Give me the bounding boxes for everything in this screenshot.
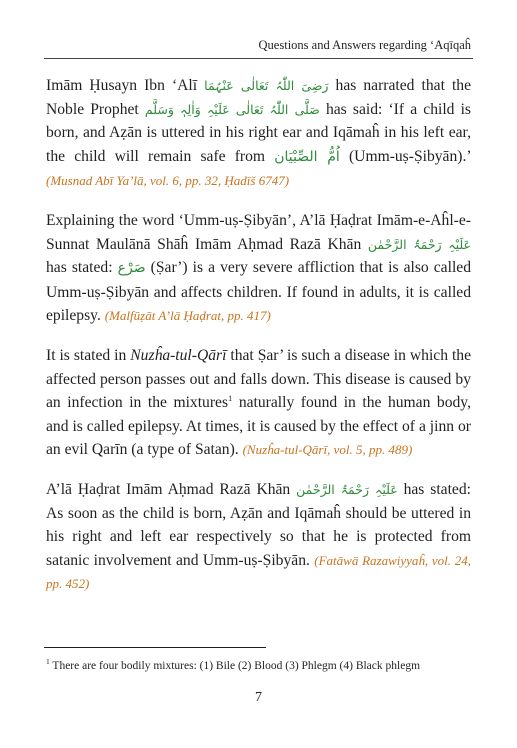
arabic-honorific-3: عَلَیْہِ رَحْمَۃُ الرَّحْمٰن	[296, 481, 398, 497]
footnote-text: There are four bodily mixtures: (1) Bile (2) Blood (3) Phlegm (4) Black phlegm	[52, 659, 421, 672]
page-body	[46, 74, 471, 612]
book-title-nuzha: Nuzĥa-tul-Qārī	[130, 346, 227, 364]
reference-fatawa: (Fatāwā Razawiyyaĥ, vol. 24, pp. 452)	[46, 552, 471, 592]
arabic-salutation: صَلَّی اللّٰہُ تَعَالٰی عَلَیْہِ وَاٰلِہٖ وَسَلَّم	[144, 101, 320, 117]
para3-text-1: It is stated in	[46, 346, 127, 364]
paragraph-nuzha	[46, 344, 471, 462]
reference-malfuzat: (Malfūẓāt A’lā Ḥaḍrat, pp. 417)	[104, 308, 271, 324]
para1-text-3: has said: ‘If a child is born, and Aẓān is uttered in his right ear and Iqāmaĥ in his left ear, the child will remain safe from	[46, 100, 471, 165]
running-header: Questions and Answers regarding ‘Aqīqaĥ	[258, 38, 471, 52]
page-number: 7	[255, 690, 262, 705]
para1-text-4: (Umm-uṣ-Ṣibyān).’	[348, 147, 471, 165]
para2-text-1: Explaining the word ‘Umm-uṣ-Ṣibyān’, A’lā Ḥaḍrat Imām-e-Aĥl-e-Sunnat Maulānā Shāĥ Imām Aḥmad Razā Khān	[46, 211, 471, 253]
arabic-honorific-1: رَضِیَ اللّٰہُ تَعَالٰی عَنْہُمَا	[204, 78, 329, 93]
paragraph-fatawa	[46, 478, 471, 596]
para1-text-1: Imām Ḥusayn Ibn ‘Alī	[46, 77, 198, 94]
footnote-marker: 1	[228, 392, 233, 403]
para4-text-1: A’lā Ḥaḍrat Imām Aḥmad Razā Khān	[46, 480, 291, 498]
footnote	[46, 657, 471, 672]
arabic-term-umm-us-sibyan: اُمُّ الصِّبْیَان	[274, 148, 340, 165]
paragraph-hadith	[46, 74, 471, 193]
reference-musnad: (Musnad Abī Ya’lā, vol. 6, pp. 32, Ḥadīš 6747)	[46, 173, 290, 189]
footnote-number: 1	[46, 657, 50, 666]
arabic-term-sar: صَرْع	[117, 260, 146, 277]
reference-nuzha: (Nuzĥa-tul-Qārī, vol. 5, pp. 489)	[242, 442, 413, 458]
para3-text-2: that Ṣar’ is such a disease in which the affected person passes out and falls down. This disease is caused by an infection in the mixtures	[46, 346, 471, 412]
para4-text-2: has stated: As soon as the child is born, Aẓān and Iqāmaĥ should be uttered in his right and left ear respectively so that he is protected from satanic involvement and Umm-uṣ-Ṣibyān.	[46, 480, 471, 569]
paragraph-explanation	[46, 209, 471, 328]
para3-text-3: naturally found in the human body, and is called epilepsy. At times, it is caused by the effect of a jinn or an evil Qarīn (a type of Satan).	[46, 394, 471, 459]
para1-text-2: has narrated that the Noble Prophet	[46, 77, 471, 118]
para2-text-3: (Ṣar’) is a very severe affliction that is also called Umm-uṣ-Ṣibyān and affects children. If found in adults, it is called epilepsy.	[46, 259, 471, 325]
para2-text-2: has stated:	[46, 259, 113, 277]
arabic-honorific-2: عَلَیْہِ رَحْمَۃُ الرَّحْمٰن	[367, 236, 471, 252]
header-divider	[44, 58, 473, 59]
footnote-divider	[44, 647, 266, 648]
